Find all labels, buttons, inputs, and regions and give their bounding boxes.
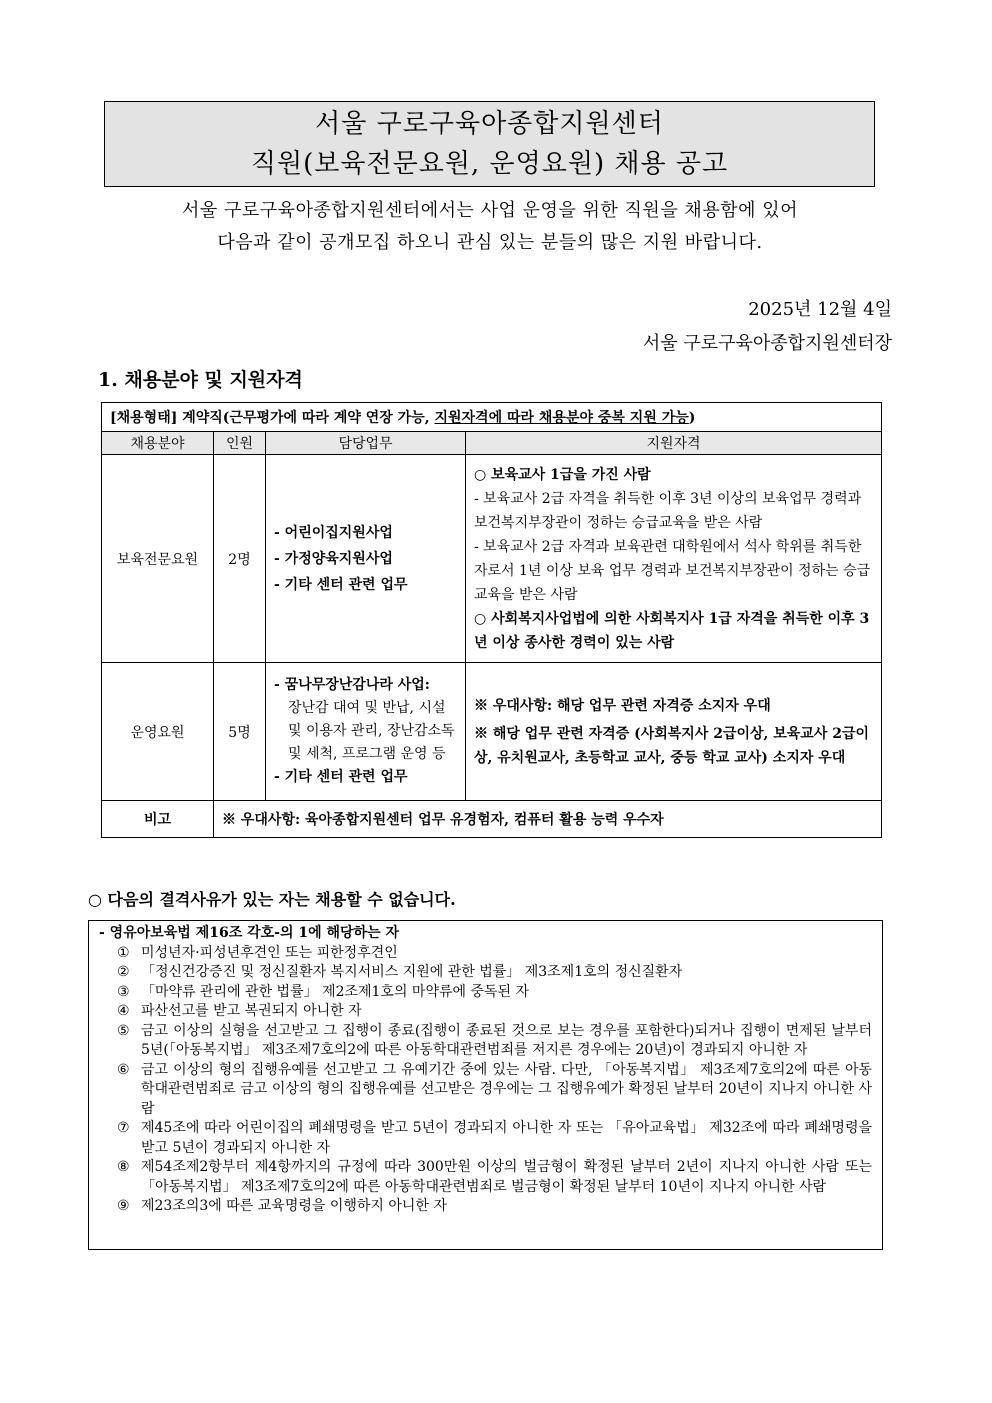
item-number: ⑤ bbox=[117, 1022, 130, 1039]
count-cell: 5명 bbox=[214, 663, 266, 801]
duty-item: - 어린이집지원사업 bbox=[274, 524, 393, 541]
intro-line-1: 서울 구로구육아종합지원센터에서는 사업 운영을 위한 직원을 채용함에 있어 bbox=[182, 200, 798, 221]
duty-item: - 기타 센터 관련 업무 bbox=[274, 576, 408, 593]
title-box bbox=[104, 101, 875, 187]
table-row-childcare-specialist bbox=[102, 455, 882, 663]
page-title: 서울 구로구육아종합지원센터 bbox=[315, 109, 664, 139]
list-item bbox=[99, 1002, 872, 1022]
item-text: 금고 이상의 실형을 선고받고 그 집행이 종료(집행이 종료된 것으로 보는 경우를 포함한다)되거나 집행이 면제된 날부터 5년(「아동복지법」 제3조제7호의2에 따른 아동학대관련범죄를 저지른 경우에는 20년)이 경과되지 아니한 자 bbox=[141, 1022, 872, 1058]
list-item bbox=[99, 1158, 872, 1197]
recruitment-table bbox=[101, 402, 882, 838]
preference-item: ※ 해당 업무 관련 자격증 (사회복지사 2급이상, 보육교사 2급이상, 유치원교사, 초등학교 교사, 중등 학교 교사) 소지자 우대 bbox=[474, 725, 870, 766]
qualification-detail: - 보육교사 2급 자격과 보육관련 대학원에서 석사 학위를 취득한 자로서 1년 이상 보육 업무 경력과 보건복지부장관이 정하는 승급교육을 받은 사람 bbox=[474, 538, 871, 603]
disqualification-heading: - 영유아보육법 제16조 각호-의 1에 해당하는 자 bbox=[99, 925, 399, 941]
list-item bbox=[99, 1022, 872, 1061]
header-duties: 담당업무 bbox=[266, 432, 466, 455]
note-label: 비고 bbox=[102, 801, 214, 838]
item-text: 미성년자·피성년후견인 또는 피한정후견인 bbox=[141, 944, 398, 961]
section-1-title: 1. 채용분야 및 지원자격 bbox=[98, 369, 303, 391]
item-text: 제54조제2항부터 제4항까지의 규정에 따라 300만원 이상의 벌금형이 확정된 날부터 2년이 지나지 아니한 사람 또는 「아동복지법」 제3조제7호의2에 따른 아동학대관련범죄로 벌금형이 확정된 날부터 10년이 지나지 아니한 사람 bbox=[141, 1159, 872, 1195]
table-row-operations-staff bbox=[102, 663, 882, 801]
preference-item: ※ 우대사항: 해당 업무 관련 자격증 소지자 우대 bbox=[474, 697, 771, 714]
item-number: ① bbox=[117, 944, 130, 961]
field-cell: 운영요원 bbox=[102, 663, 214, 801]
item-number: ⑨ bbox=[117, 1198, 130, 1214]
header-count: 인원 bbox=[214, 432, 266, 455]
duties-cell bbox=[266, 663, 466, 801]
employment-type-underlined: 지원자격에 따라 채용분야 중복 지원 가능 bbox=[434, 410, 689, 426]
qualification-title: ○ 사회복지사업법에 의한 사회복지사 1급 자격을 취득한 이후 3년 이상 종사한 경력이 있는 사람 bbox=[474, 610, 870, 651]
item-number: ⑥ bbox=[117, 1061, 130, 1078]
duty-item: - 꿈나무장난감나라 사업: bbox=[274, 677, 430, 693]
table-header-row bbox=[102, 432, 882, 455]
qualification-title: ○ 보육교사 1급을 가진 사람 bbox=[474, 466, 651, 483]
qualification-detail: - 보육교사 2급 자격을 취득한 이후 3년 이상의 보육업무 경력과 보건복지부장관이 정하는 승급교육을 받은 사람 bbox=[474, 490, 862, 531]
header-qualifications: 지원자격 bbox=[466, 432, 882, 455]
qualifications-cell bbox=[466, 663, 882, 801]
note-row bbox=[102, 801, 882, 838]
duty-item: - 가정양육지원사업 bbox=[274, 550, 393, 567]
employment-type-row bbox=[102, 403, 882, 432]
item-number: ③ bbox=[117, 983, 130, 1000]
item-text: 제23조의3에 따른 교육명령을 이행하지 아니한 자 bbox=[141, 1198, 447, 1214]
disqualification-title: ○ 다음의 결격사유가 있는 자는 채용할 수 없습니다. bbox=[88, 890, 456, 909]
list-item bbox=[99, 1061, 872, 1120]
disqualification-box bbox=[88, 920, 883, 1250]
item-text: 제45조에 따라 어린이집의 폐쇄명령을 받고 5년이 경과되지 아니한 자 또는 「유아교육법」 제32조에 따라 폐쇄명령을 받고 5년이 경과되지 아니한 자 bbox=[141, 1120, 872, 1156]
announcement-date: 2025년 12월 4일 bbox=[748, 299, 892, 320]
header-field: 채용분야 bbox=[102, 432, 214, 455]
item-text: 금고 이상의 형의 집행유예를 선고받고 그 유예기간 중에 있는 사람. 다만, 「아동복지법」 제3조제7호의2에 따른 아동학대관련범죄로 금고 이상의 형의 집행유예를 선고받은 경우에는 그 집행유예가 확정된 날부터 20년이 지나지 아니한 사람 bbox=[141, 1061, 872, 1117]
list-item bbox=[99, 1119, 872, 1158]
duties-cell bbox=[266, 455, 466, 663]
item-number: ⑧ bbox=[117, 1159, 130, 1175]
list-item bbox=[99, 944, 872, 964]
item-number: ④ bbox=[117, 1003, 130, 1019]
qualifications-cell bbox=[466, 455, 882, 663]
employment-type-cell bbox=[102, 403, 882, 432]
item-text: 「정신건강증진 및 정신질환자 복지서비스 지원에 관한 법률」 제3조제1호의 정신질환자 bbox=[141, 964, 683, 980]
item-number: ② bbox=[117, 964, 130, 980]
duty-detail: 장난감 대여 및 반납, 시설 및 이용자 관리, 장난감소독 및 세척, 프로그램 운영 등 bbox=[288, 700, 455, 762]
duty-item: - 기타 센터 관련 업무 bbox=[274, 769, 408, 785]
count-cell: 2명 bbox=[214, 455, 266, 663]
employment-type-prefix: [채용형태] 계약직(근무평가에 따라 계약 연장 가능, bbox=[110, 410, 435, 426]
list-item bbox=[99, 983, 872, 1003]
item-number: ⑦ bbox=[117, 1120, 130, 1136]
employment-type-suffix: ) bbox=[688, 410, 696, 426]
item-text: 「마약류 관리에 관한 법률」 제2조제1호의 마약류에 중독된 자 bbox=[141, 983, 530, 1000]
item-text: 파산선고를 받고 복권되지 아니한 자 bbox=[141, 1003, 362, 1019]
note-text: ※ 우대사항: 육아종합지원센터 업무 유경험자, 컴퓨터 활용 능력 우수자 bbox=[214, 801, 882, 838]
list-item bbox=[99, 1197, 872, 1217]
list-item bbox=[99, 963, 872, 983]
intro-line-2: 다음과 같이 공개모집 하오니 관심 있는 분들의 많은 지원 바랍니다. bbox=[217, 232, 763, 253]
page-subtitle: 직원(보육전문요원, 운영요원) 채용 공고 bbox=[250, 149, 729, 179]
field-cell: 보육전문요원 bbox=[102, 455, 214, 663]
issuer-name: 서울 구로구육아종합지원센터장 bbox=[642, 333, 892, 354]
